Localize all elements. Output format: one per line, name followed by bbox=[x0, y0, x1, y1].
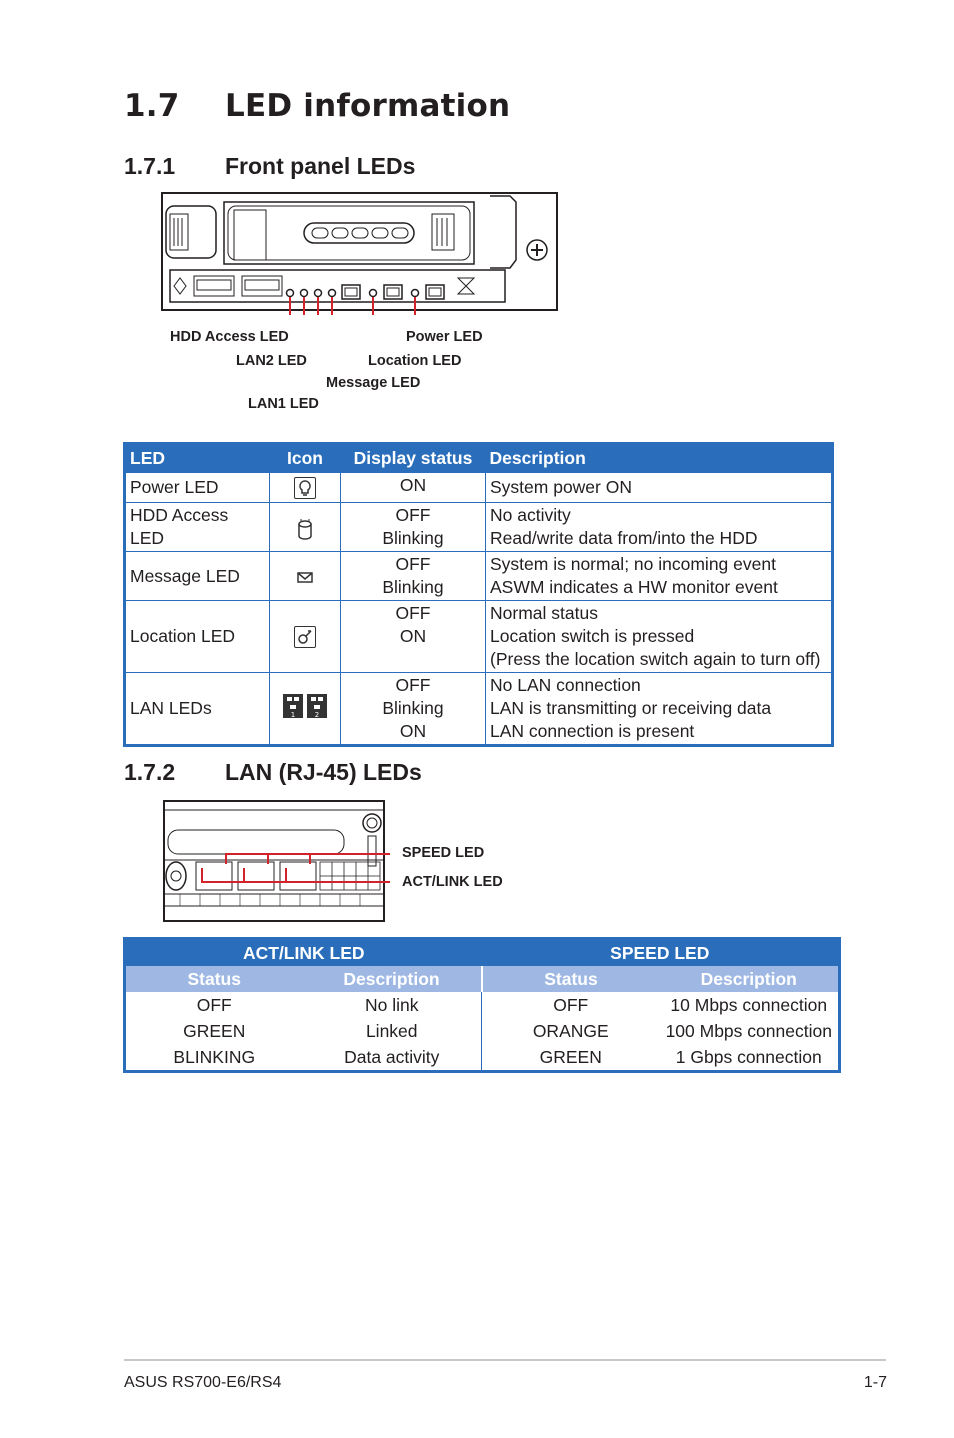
callout-lan1-led: LAN1 LED bbox=[248, 396, 319, 412]
callout-hdd-access-led: HDD Access LED bbox=[170, 329, 289, 345]
section-title: Front panel LEDs bbox=[225, 153, 416, 179]
speed-description-cell: 100 Mbps connection bbox=[665, 1020, 832, 1041]
column-header-icon: Icon bbox=[270, 444, 341, 473]
table-row bbox=[125, 503, 833, 552]
description-line: System is normal; no incoming event bbox=[490, 554, 776, 574]
column-header-description: Description bbox=[486, 444, 833, 473]
table-row bbox=[125, 473, 833, 503]
description-line: LAN connection is present bbox=[490, 721, 695, 741]
speed-status-cell: OFF bbox=[482, 992, 660, 1018]
column-header-status: Status bbox=[125, 966, 303, 992]
callout-act-link-led: ACT/LINK LED bbox=[402, 874, 503, 890]
status-line: Blinking bbox=[382, 577, 444, 597]
act-description-cell: Linked bbox=[365, 1020, 418, 1041]
table-row bbox=[125, 992, 840, 1018]
speed-status-cell: ORANGE bbox=[482, 1018, 660, 1044]
column-header-status: Status bbox=[482, 966, 660, 992]
speed-description-cell: 10 Mbps connection bbox=[670, 994, 828, 1015]
section-number: 1.7.2 bbox=[124, 759, 176, 785]
act-description-cell: No link bbox=[365, 994, 419, 1015]
act-status-cell: BLINKING bbox=[173, 1046, 256, 1067]
lan-led-table bbox=[123, 937, 841, 1073]
act-status-cell: OFF bbox=[196, 994, 232, 1015]
status-line: OFF bbox=[395, 505, 431, 525]
table-row bbox=[125, 1044, 840, 1072]
footer-divider bbox=[124, 1359, 886, 1361]
led-name: LAN LEDs bbox=[125, 673, 270, 746]
description-line: No LAN connection bbox=[490, 675, 641, 695]
section-title: LAN (RJ-45) LEDs bbox=[225, 759, 422, 785]
heading-title: LED information bbox=[225, 88, 511, 124]
status-line: ON bbox=[399, 475, 427, 495]
description-line: Normal status bbox=[490, 603, 598, 623]
lan-port-illustration bbox=[160, 798, 390, 924]
status-line: OFF bbox=[395, 554, 431, 574]
section-heading-front-panel bbox=[124, 153, 415, 180]
group-header-act-link: ACT/LINK LED bbox=[125, 939, 482, 967]
column-header-display-status: Display status bbox=[341, 444, 486, 473]
led-name: Location LED bbox=[125, 601, 270, 673]
status-line: Blinking bbox=[382, 698, 444, 718]
description-line: LAN is transmitting or receiving data bbox=[490, 698, 772, 718]
location-icon bbox=[294, 626, 316, 648]
page-heading bbox=[124, 88, 510, 124]
callout-location-led: Location LED bbox=[368, 353, 462, 369]
svg-text:1: 1 bbox=[290, 710, 296, 719]
heading-number: 1.7 bbox=[124, 88, 180, 124]
table-row bbox=[125, 673, 833, 746]
column-header-led: LED bbox=[125, 444, 270, 473]
description-line: System power ON bbox=[490, 477, 632, 497]
led-name: HDD Access LED bbox=[125, 503, 270, 552]
table-row bbox=[125, 1018, 840, 1044]
section-heading-lan-leds bbox=[124, 759, 422, 786]
front-panel-led-table bbox=[123, 442, 834, 747]
front-panel-illustration bbox=[160, 190, 560, 315]
callout-power-led: Power LED bbox=[406, 329, 483, 345]
footer-page-number: 1-7 bbox=[863, 1374, 887, 1391]
description-line: No activity bbox=[490, 505, 571, 525]
description-line: Read/write data from/into the HDD bbox=[490, 528, 758, 548]
hdd-icon bbox=[295, 518, 315, 538]
speed-description-cell: 1 Gbps connection bbox=[675, 1046, 822, 1067]
group-header-speed: SPEED LED bbox=[482, 939, 840, 967]
section-number: 1.7.1 bbox=[124, 153, 176, 179]
act-description-cell: Data activity bbox=[344, 1046, 440, 1067]
callout-message-led: Message LED bbox=[326, 375, 421, 391]
lan-icons bbox=[282, 693, 328, 725]
status-line: ON bbox=[399, 721, 427, 741]
act-status-cell: GREEN bbox=[183, 1020, 246, 1041]
led-name: Message LED bbox=[125, 552, 270, 601]
speed-status-cell: GREEN bbox=[482, 1044, 660, 1072]
lan-network-icon bbox=[282, 693, 328, 719]
svg-text:2: 2 bbox=[314, 710, 320, 719]
column-header-description: Description bbox=[303, 966, 482, 992]
table-header-row bbox=[125, 444, 833, 473]
column-header-description: Description bbox=[660, 966, 840, 992]
footer-product-name: ASUS RS700-E6/RS4 bbox=[124, 1374, 282, 1391]
table-row bbox=[125, 552, 833, 601]
envelope-icon bbox=[295, 567, 315, 587]
description-line: Location switch is pressed bbox=[490, 626, 695, 646]
status-line: ON bbox=[399, 626, 427, 646]
bulb-icon bbox=[294, 477, 316, 499]
status-line: OFF bbox=[395, 675, 431, 695]
description-line: ASWM indicates a HW monitor event bbox=[490, 577, 778, 597]
status-line: OFF bbox=[395, 603, 431, 623]
callout-lan2-led: LAN2 LED bbox=[236, 353, 307, 369]
led-name: Power LED bbox=[125, 473, 270, 503]
status-line: Blinking bbox=[382, 528, 444, 548]
description-line: (Press the location switch again to turn off) bbox=[490, 649, 821, 669]
callout-speed-led: SPEED LED bbox=[402, 845, 485, 861]
table-row bbox=[125, 601, 833, 673]
